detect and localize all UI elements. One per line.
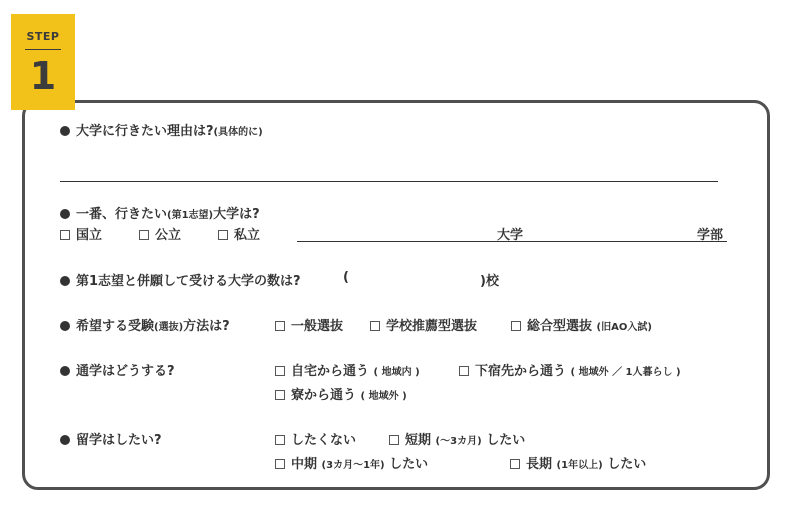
checkbox-icon[interactable]	[275, 321, 285, 331]
option-lodging[interactable]	[459, 360, 681, 379]
checkbox-icon[interactable]	[218, 230, 228, 240]
step-divider	[25, 49, 61, 50]
option-mid-term-suffix: したい	[389, 457, 429, 472]
option-dorm-note: ( 地域外 )	[360, 391, 407, 402]
option-short-term-note: (〜3カ月)	[435, 436, 482, 447]
checkbox-icon[interactable]	[275, 459, 285, 469]
option-public-label: 公立	[155, 228, 182, 243]
option-private-label: 私立	[234, 228, 261, 243]
option-long-term-label: 長期	[526, 457, 553, 472]
option-short-term-label: 短期	[405, 433, 432, 448]
option-school-recommendation[interactable]	[370, 315, 477, 334]
university-suffix: 大学	[497, 228, 524, 243]
option-dorm[interactable]	[275, 384, 407, 403]
checkbox-icon[interactable]	[275, 366, 285, 376]
count-close-suffix: )校	[480, 274, 499, 289]
bullet-icon	[60, 321, 70, 331]
option-no-abroad[interactable]	[275, 429, 356, 448]
option-long-term-note: (1年以上)	[556, 460, 603, 471]
option-mid-term[interactable]	[275, 453, 428, 472]
question-first-choice	[60, 203, 260, 222]
question-method-text-a: 希望する受験	[76, 319, 155, 334]
question-count-text: 第1志望と併願して受ける大学の数は?	[76, 274, 301, 289]
checkbox-icon[interactable]	[459, 366, 469, 376]
option-dorm-label: 寮から通う	[291, 388, 357, 403]
question-first-choice-note: (第1志望)	[167, 210, 214, 221]
option-short-term[interactable]	[389, 429, 525, 448]
department-suffix: 学部	[697, 228, 724, 243]
step-badge	[11, 14, 75, 110]
option-public[interactable]	[139, 224, 181, 243]
option-national[interactable]	[60, 224, 102, 243]
question-method	[60, 315, 230, 334]
question-commute	[60, 360, 175, 379]
option-lodging-note: ( 地域外 ／ 1人暮らし )	[570, 367, 681, 378]
option-mid-term-label: 中期	[291, 457, 318, 472]
bullet-icon	[60, 276, 70, 286]
question-commute-text: 通学はどうする?	[76, 364, 175, 379]
option-mid-term-note: (3カ月〜1年)	[321, 460, 385, 471]
checkbox-icon[interactable]	[370, 321, 380, 331]
step-number: 1	[29, 54, 57, 98]
question-reason-note: (具体的に)	[213, 127, 263, 138]
question-study-abroad-text: 留学はしたい?	[76, 433, 162, 448]
option-no-abroad-label: したくない	[291, 433, 357, 448]
option-private[interactable]	[218, 224, 260, 243]
bullet-icon	[60, 435, 70, 445]
option-lodging-label: 下宿先から通う	[475, 364, 567, 379]
count-open-paren: (	[343, 270, 349, 285]
checkbox-icon[interactable]	[139, 230, 149, 240]
option-long-term[interactable]	[510, 453, 646, 472]
question-method-text-b: 方法は?	[183, 319, 230, 334]
bullet-icon	[60, 209, 70, 219]
checkbox-icon[interactable]	[60, 230, 70, 240]
option-comprehensive[interactable]	[511, 315, 652, 334]
question-reason-text: 大学に行きたい理由は?	[76, 124, 214, 139]
bullet-icon	[60, 366, 70, 376]
question-count	[60, 270, 301, 289]
option-home-note: ( 地域内 )	[373, 367, 420, 378]
checkbox-icon[interactable]	[510, 459, 520, 469]
option-general[interactable]	[275, 315, 343, 334]
question-method-note: (選抜)	[154, 322, 184, 333]
question-study-abroad	[60, 429, 162, 448]
option-comprehensive-note: (旧AO入試)	[596, 322, 652, 333]
option-comprehensive-label: 総合型選抜	[527, 319, 593, 334]
question-first-choice-text-b: 大学は?	[213, 207, 260, 222]
step-label: STEP	[26, 30, 60, 43]
checkbox-icon[interactable]	[275, 435, 285, 445]
option-general-label: 一般選抜	[291, 319, 344, 334]
option-home-label: 自宅から通う	[291, 364, 370, 379]
question-reason	[60, 120, 263, 139]
bullet-icon	[60, 126, 70, 136]
option-long-term-suffix: したい	[607, 457, 647, 472]
option-home[interactable]	[275, 360, 420, 379]
reason-answer-line[interactable]	[60, 181, 718, 182]
option-short-term-suffix: したい	[486, 433, 526, 448]
option-national-label: 国立	[76, 228, 103, 243]
checkbox-icon[interactable]	[275, 390, 285, 400]
question-first-choice-text-a: 一番、行きたい	[76, 207, 168, 222]
checkbox-icon[interactable]	[511, 321, 521, 331]
checkbox-icon[interactable]	[389, 435, 399, 445]
option-school-recommendation-label: 学校推薦型選抜	[386, 319, 478, 334]
